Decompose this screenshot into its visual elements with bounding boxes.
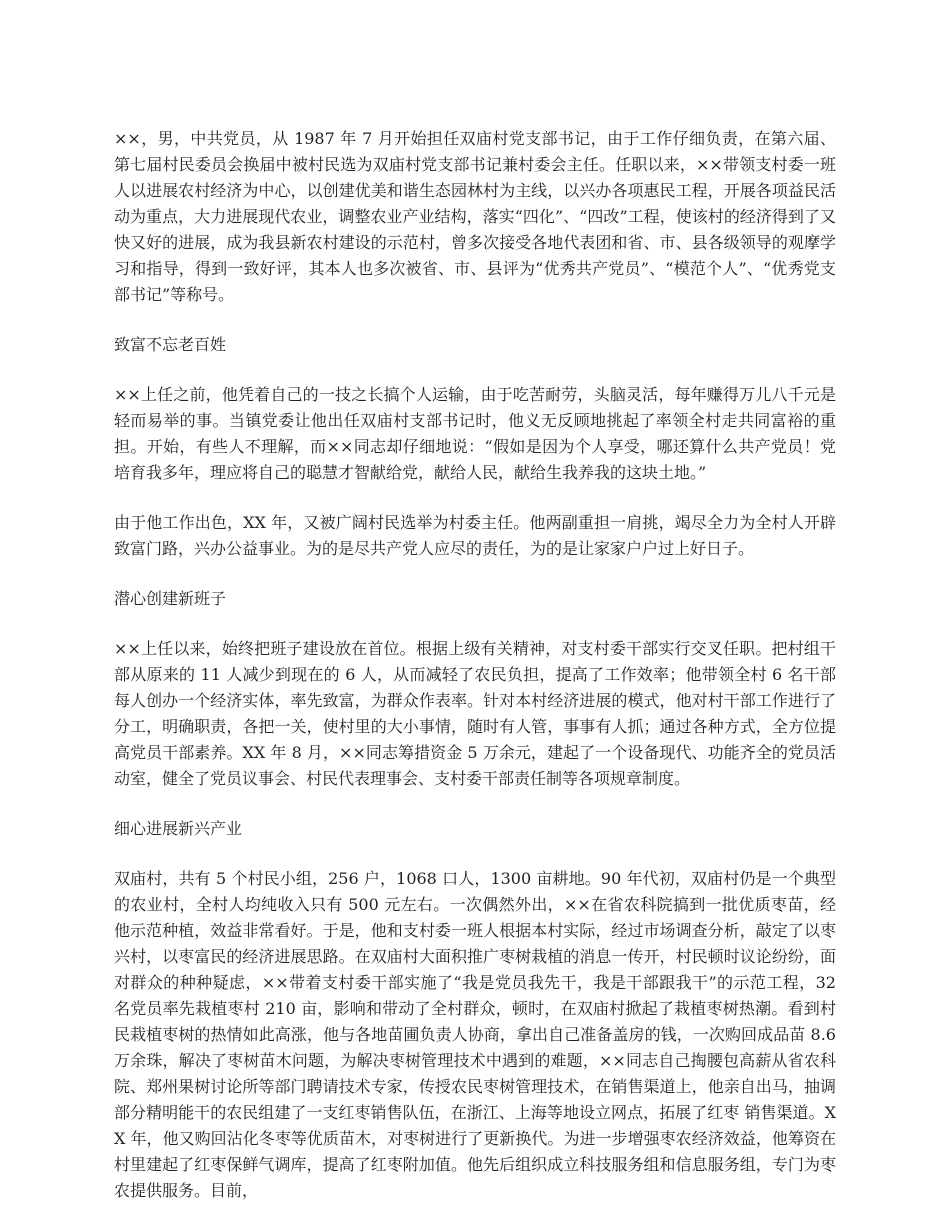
paragraph-wealth-1: ××上任之前，他凭着自己的一技之长搞个人运输，由于吃苦耐劳，头脑灵活，每年赚得万儿八千元是轻而易举的事。当镇党委让他出任双庙村支部书记时，他义无反顾地挑起了率领全村走共同富裕的重担。开始，有些人不理解，而××同志却仔细地说：“假如是因为个人享受，哪还算什么共产党员！党培育我多年，理应将自己的聪慧才智献给党，献给人民，献给生我养我的这块土地。”	[114, 385, 836, 482]
section-heading-wealth: 致富不忘老百姓	[114, 335, 227, 354]
paragraph-intro: ××，男，中共党员，从 1987 年 7 月开始担任双庙村党支部书记，由于工作仔细负责，在第六届、第七届村民委员会换届中被村民选为双庙村党支部书记兼村委会主任。任职以来，××带领支村委一班人以进展农村经济为中心，以创建优美和谐生态园林村为主线，以兴办各项惠民工程，开展各项益民活动为重点，大力进展现代农业，调整农业产业结构，落实“四化”、“四改”工程，使该村的经济得到了又快又好的进展，成为我县新农村建设的示范村，曾多次接受各地代表团和省、市、县各级领导的观摩学习和指导，得到一致好评，其本人也多次被省、市、县评为“优秀共产党员”、“模范个人”、“优秀党支部书记”等称号。	[114, 129, 836, 304]
paragraph-team: ××上任以来，始终把班子建设放在首位。根据上级有关精神，对支村委干部实行交叉任职。把村组干部从原来的 11 人减少到现在的 6 人，从而减轻了农民负担，提高了工作效率；他带领全村 6 名干部每人创办一个经济实体，率先致富，为群众作表率。针对本村经济进展的模式，他对村干部工作进行了分工，明确职责，各把一关，使村里的大小事情，随时有人管，事事有人抓；通过各种方式，全方位提高党员干部素养。XX 年 8 月，××同志筹措资金 5 万余元，建起了一个设备现代、功能齐全的党员活动室，健全了党员议事会、村民代表理事会、支村委干部责任制等各项规章制度。	[114, 639, 836, 788]
paragraph-industry: 双庙村，共有 5 个村民小组，256 户，1068 口人，1300 亩耕地。90 年代初，双庙村仍是一个典型的农业村，全村人均纯收入只有 500 元左右。一次偶然外出，××在省农科院搞到一批优质枣苗，经他示范种植，效益非常看好。于是，他和支村委一班人根据本村实际，经过市场调查分析，敲定了以枣兴村，以枣富民的经济进展思路。在双庙村大面积推广枣树栽植的消息一传开，村民顿时议论纷纷，面对群众的种种疑虑，××带着支村委干部实施了“我是党员我先干，我是干部跟我干”的示范工程，32 名党员率先栽植枣村 210 亩，影响和带动了全村群众，顿时，在双庙村掀起了栽植枣树热潮。看到村民栽植枣树的热情如此高涨，他与各地苗圃负责人协商，拿出自己准备盖房的钱，一次购回成品苗 8.6 万余珠，解决了枣树苗木问题，为解决枣树管理技术中遇到的难题，××同志自己掏腰包高薪从省农科院、郑州果树讨论所等部门聘请技术专家，传授农民枣树管理技术，在销售渠道上，他亲自出马，抽调部分精明能干的农民组建了一支红枣销售队伍，在浙江、上海等地设立网点，拓展了红枣 销售渠道。XX 年，他又购回沾化冬枣等优质苗木，对枣树进行了更新换代。为进一步增强枣农经济效益，他筹资在村里建起了红枣保鲜气调库，提高了红枣附加值。他先后组织成立科技服务组和信息服务组，专门为枣农提供服务。目前，	[114, 869, 836, 1200]
paragraph-wealth-2: 由于他工作出色，XX 年，又被广阔村民选举为村委主任。他两副重担一肩挑，竭尽全力为全村人开辟致富门路，兴办公益事业。为的是尽共产党人应尽的责任，为的是让家家户户过上好日子。	[114, 513, 836, 558]
section-heading-industry: 细心进展新兴产业	[114, 819, 243, 838]
section-heading-team: 潜心创建新班子	[114, 589, 227, 608]
